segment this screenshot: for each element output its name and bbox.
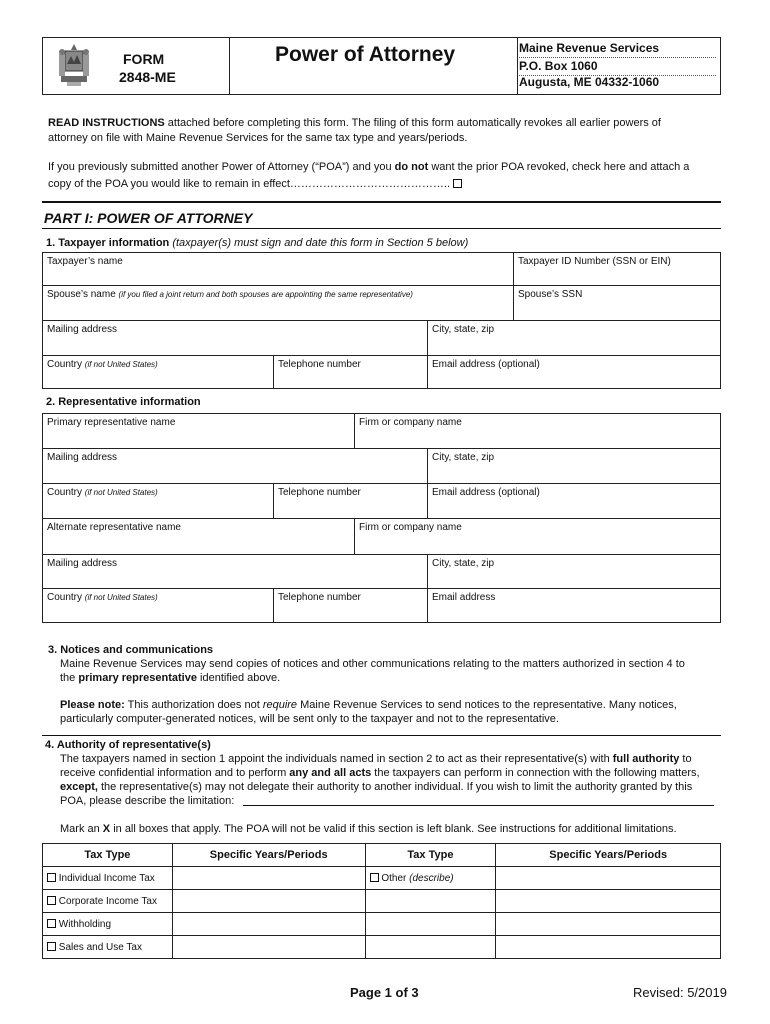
withholding-checkbox[interactable] <box>47 919 56 928</box>
alternate-rep-name-field[interactable]: Alternate representative name <box>42 518 355 555</box>
section1-title: 1. Taxpayer information (taxpayer(s) must sign and date this form in Section 5 below) <box>46 237 469 249</box>
mark-instructions: Mark an X in all boxes that apply. The POA will not be valid if this section is left blank. See instructions for additional limitations. <box>60 823 677 835</box>
alt-email-field[interactable]: Email address <box>427 588 721 623</box>
alternate-rep-firm-field[interactable]: Firm or company name <box>354 518 721 555</box>
agency-address-1: P.O. Box 1060 <box>519 59 716 76</box>
primary-rep-name-field[interactable]: Primary representative name <box>42 413 355 449</box>
tax-type-cell: Sales and Use Tax <box>43 936 173 959</box>
please-note-text: Please note: This authorization does not require Maine Revenue Services to send notices to the representative. Many notices, particularly computer-generated notices, will be sent only to the taxpayer and not to the representative. <box>60 699 677 725</box>
years-periods-header: Specific Years/Periods <box>496 844 721 867</box>
tax-type-cell: Corporate Income Tax <box>43 890 173 913</box>
email-field[interactable]: Email address (optional) <box>427 355 721 389</box>
agency-name: Maine Revenue Services <box>519 41 716 58</box>
form-label: FORM <box>123 51 165 67</box>
years-field[interactable] <box>172 867 365 890</box>
read-instructions: READ INSTRUCTIONS attached before completing this form. The filing of this form automatically revokes all earlier powers of attorney on file with Maine Revenue Services for the same tax type and years/periods. <box>48 117 661 144</box>
years-field[interactable] <box>496 936 721 959</box>
table-row <box>43 890 721 913</box>
tax-type-cell: Withholding <box>43 913 173 936</box>
country-field[interactable]: Country (if not United States) <box>42 355 274 389</box>
rep-country-field[interactable]: Country (if not United States) <box>42 483 274 519</box>
city-state-zip-field[interactable]: City, state, zip <box>427 320 721 356</box>
telephone-field[interactable]: Telephone number <box>273 355 428 389</box>
page-number: Page 1 of 3 <box>350 985 419 1000</box>
table-row <box>43 867 721 890</box>
form-number: 2848-ME <box>119 69 176 85</box>
tax-type-header: Tax Type <box>43 844 173 867</box>
spouse-name-field[interactable]: Spouse’s name (if you filed a joint return and both spouses are appointing the same representative) <box>42 285 514 321</box>
form-id-cell <box>43 38 230 94</box>
spouse-ssn-field[interactable]: Spouse’s SSN <box>513 285 721 321</box>
state-seal-icon <box>57 42 91 88</box>
taxpayer-id-field[interactable]: Taxpayer ID Number (SSN or EIN) <box>513 252 721 286</box>
years-field[interactable] <box>172 913 365 936</box>
title-cell <box>229 38 518 94</box>
page-title: Power of Attorney <box>275 43 456 66</box>
section2-title: 2. Representative information <box>46 396 201 408</box>
authority-text: The taxpayers named in section 1 appoint the individuals named in section 2 to act as their representative(s) with full authority to receive confidential information and to perform any and all acts the taxpayers can perform in connection with the following matters, except, the representative(s) may not delegate their authority to another individual. If you wish to limit the authority granted by this POA, please describe the limitation: <box>60 753 700 807</box>
years-field[interactable] <box>496 890 721 913</box>
agency-address-2: Augusta, ME 04332-1060 <box>519 75 660 89</box>
part1-top-rule <box>42 201 721 203</box>
other-tax-field[interactable] <box>365 913 496 936</box>
rep-city-state-zip-field[interactable]: City, state, zip <box>427 448 721 484</box>
taxpayer-name-field[interactable]: Taxpayer’s name <box>42 252 514 286</box>
corporate-income-tax-checkbox[interactable] <box>47 896 56 905</box>
sales-use-tax-checkbox[interactable] <box>47 942 56 951</box>
alt-country-field[interactable]: Country (if not United States) <box>42 588 274 623</box>
rep-mailing-address-field[interactable]: Mailing address <box>42 448 428 484</box>
section3-title: 3. Notices and communications <box>48 644 214 656</box>
primary-rep-firm-field[interactable]: Firm or company name <box>354 413 721 449</box>
alt-telephone-field[interactable]: Telephone number <box>273 588 428 623</box>
table-row <box>43 913 721 936</box>
tax-type-header: Tax Type <box>365 844 496 867</box>
revised-date: Revised: 5/2019 <box>633 985 727 1000</box>
agency-cell <box>517 38 720 94</box>
limitation-input-line[interactable] <box>243 805 714 806</box>
mailing-address-field[interactable]: Mailing address <box>42 320 428 356</box>
tax-type-cell: Other (describe) <box>365 867 496 890</box>
keep-prior-poa-checkbox[interactable] <box>453 179 462 188</box>
other-tax-field[interactable] <box>365 936 496 959</box>
individual-income-tax-checkbox[interactable] <box>47 873 56 882</box>
other-tax-field[interactable] <box>365 890 496 913</box>
alt-city-state-zip-field[interactable]: City, state, zip <box>427 554 721 589</box>
part1-title: PART I: POWER OF ATTORNEY <box>44 210 253 226</box>
years-field[interactable] <box>172 890 365 913</box>
years-field[interactable] <box>496 867 721 890</box>
years-periods-header: Specific Years/Periods <box>172 844 365 867</box>
tax-type-table <box>42 843 721 959</box>
form-header <box>42 37 721 95</box>
tax-type-cell: Individual Income Tax <box>43 867 173 890</box>
section4-rule <box>42 735 721 736</box>
section4-title: 4. Authority of representative(s) <box>45 739 211 751</box>
part1-bottom-rule <box>42 228 721 229</box>
rep-email-field[interactable]: Email address (optional) <box>427 483 721 519</box>
years-field[interactable] <box>172 936 365 959</box>
table-row <box>43 936 721 959</box>
other-tax-checkbox[interactable] <box>370 873 379 882</box>
rep-telephone-field[interactable]: Telephone number <box>273 483 428 519</box>
prior-poa-text: If you previously submitted another Power of Attorney (“POA”) and you do not want the prior POA revoked, check here and attach a copy of the POA you would like to remain in effect…………………………………….. <box>48 161 690 190</box>
notices-text: Maine Revenue Services may send copies of notices and other communications relating to the matters authorized in section 4 to the primary representative identified above. <box>60 658 685 684</box>
alt-mailing-address-field[interactable]: Mailing address <box>42 554 428 589</box>
years-field[interactable] <box>496 913 721 936</box>
tax-table-header-row <box>43 844 721 867</box>
